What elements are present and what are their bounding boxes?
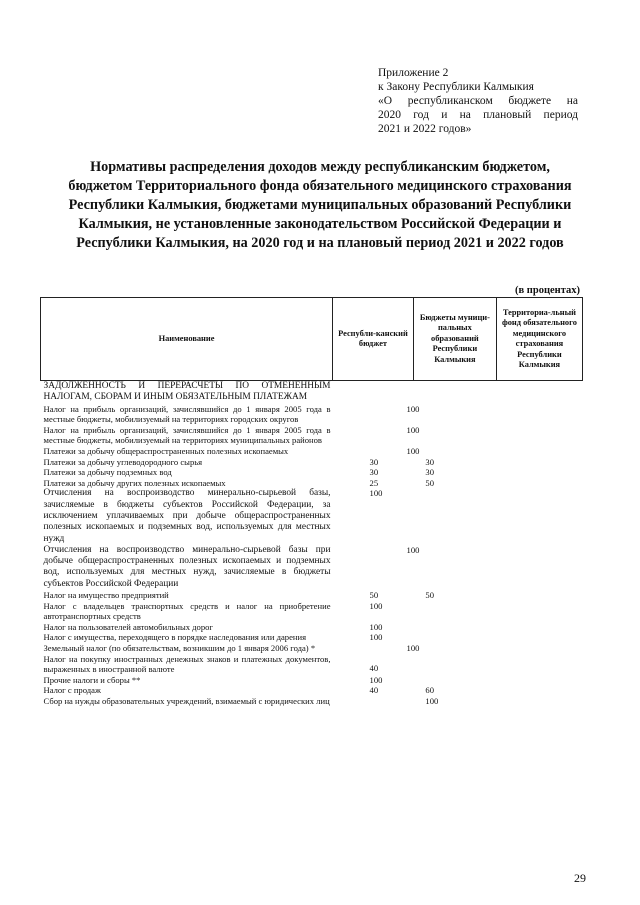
row-fund bbox=[496, 488, 582, 544]
row-fund bbox=[496, 590, 582, 601]
row-municipal bbox=[413, 654, 496, 675]
row-value-municipal: 100 bbox=[406, 544, 420, 555]
row-fund bbox=[496, 404, 582, 425]
header-municipal: Бюджеты муници-пальных образований Республики Калмыкия bbox=[413, 298, 496, 381]
row-republic: 100 bbox=[369, 632, 383, 643]
row-name: Платежи за добычу других полезных ископаемых bbox=[43, 477, 226, 488]
row-value-municipal: 100 bbox=[406, 642, 420, 653]
row-name: Сбор на нужды образовательных учреждений, взимаемый с юридических лиц bbox=[43, 695, 330, 706]
row-fund bbox=[496, 632, 582, 643]
table-row bbox=[41, 622, 583, 633]
row-name: Налог с продаж bbox=[43, 685, 101, 696]
row-republic: 25 bbox=[369, 477, 379, 488]
row-municipal bbox=[413, 381, 496, 404]
row-municipal: 50 bbox=[425, 477, 434, 488]
header-name: Наименование bbox=[41, 298, 333, 381]
row-name: Налог на покупку иностранных денежных знаков и платежных документов, выраженных в иностранной валюте bbox=[43, 653, 331, 675]
table-row bbox=[41, 696, 583, 707]
row-value-municipal: 100 bbox=[406, 445, 420, 456]
header-republic: Республи-канский бюджет bbox=[333, 298, 414, 381]
row-municipal bbox=[413, 488, 496, 544]
row-name: Земельный налог (по обязательствам, возникшим до 1 января 2006 года) * bbox=[43, 642, 316, 653]
row-fund bbox=[496, 685, 582, 696]
appendix-line: 2020 год и на плановый период bbox=[378, 109, 578, 121]
row-fund bbox=[496, 696, 582, 707]
table-row bbox=[41, 654, 583, 675]
header-fund: Территориа-льный фонд обязательного медицинского страхования Республики Калмыкия bbox=[496, 298, 582, 381]
distribution-table bbox=[40, 297, 583, 707]
row-fund bbox=[496, 446, 582, 457]
row-municipal: 100 bbox=[425, 695, 439, 706]
row-fund bbox=[496, 622, 582, 633]
row-republic: 100 bbox=[369, 621, 383, 632]
row-fund bbox=[496, 457, 582, 468]
row-name: Отчисления на воспроизводство минерально-сырьевой базы при добыче общераспространенных полезных ископаемых и подземных вод, используемых для местных нужд, зачисляемые в бюджеты субъектов Российской Федерации bbox=[43, 544, 331, 589]
table-row bbox=[41, 675, 583, 686]
appendix-header bbox=[378, 66, 578, 136]
row-republic: 30 bbox=[369, 467, 379, 478]
row-republic: 40 bbox=[369, 685, 379, 696]
row-name: ЗАДОЛЖЕННОСТЬ И ПЕРЕРАСЧЕТЫ ПО ОТМЕНЕННЫМ НАЛОГАМ, СБОРАМ И ИНЫМ ОБЯЗАТЕЛЬНЫМ ПЛАТЕЖАМ bbox=[43, 381, 331, 403]
table-row bbox=[41, 590, 583, 601]
appendix-line: 2021 и 2022 годов» bbox=[378, 123, 472, 135]
row-name: Платежи за добычу подземных вод bbox=[43, 467, 172, 478]
row-fund bbox=[496, 601, 582, 622]
row-name: Налог на прибыль организаций, зачислявшийся до 1 января 2005 года в местные бюджеты, мобилизуемый на территориях муниципальных районов bbox=[43, 424, 331, 446]
row-municipal: 50 bbox=[425, 590, 434, 601]
row-name: Налог с владельцев транспортных средств и налог на приобретение автотранспортных средств bbox=[43, 600, 331, 622]
row-municipal bbox=[413, 622, 496, 633]
page-number: 29 bbox=[574, 871, 586, 885]
row-fund bbox=[496, 545, 582, 590]
row-name: Налог на прибыль организаций, зачислявшийся до 1 января 2005 года в местные бюджеты, мобилизуемый на территориях городских округов bbox=[43, 403, 331, 425]
appendix-line: к Закону Республики Калмыкия bbox=[378, 81, 534, 93]
row-republic bbox=[333, 381, 414, 404]
table-row bbox=[41, 643, 583, 654]
row-fund bbox=[496, 425, 582, 446]
table-row bbox=[41, 545, 583, 590]
row-fund bbox=[496, 478, 582, 489]
row-republic: 40 bbox=[369, 662, 379, 673]
table-row bbox=[41, 381, 583, 404]
row-fund bbox=[496, 654, 582, 675]
table-row bbox=[41, 478, 583, 489]
row-republic: 100 bbox=[369, 600, 383, 611]
row-fund bbox=[496, 675, 582, 686]
table-row bbox=[41, 425, 583, 446]
table-row bbox=[41, 488, 583, 544]
table-row bbox=[41, 457, 583, 468]
row-municipal: 30 bbox=[425, 467, 434, 478]
row-fund bbox=[496, 643, 582, 654]
appendix-line: «О республиканском бюджете на bbox=[378, 95, 578, 107]
row-republic: 50 bbox=[369, 590, 379, 601]
document-title: Нормативы распределения доходов между республиканским бюджетом, бюджетом Территориального фонда обязательного медицинского страхования Республики Калмыкия, бюджетами муниципальных образований Республики Калмыкия, не установленные законодательством Российской Федерации и Республики Калмыкия, на 2020 год и на плановый период 2021 и 2022 годов bbox=[68, 159, 572, 251]
row-municipal bbox=[413, 632, 496, 643]
row-fund bbox=[496, 467, 582, 478]
row-municipal bbox=[413, 675, 496, 686]
row-name: Прочие налоги и сборы ** bbox=[43, 674, 141, 685]
row-name: Отчисления на воспроизводство минерально-сырьевой базы, зачисляемые в бюджеты субъектов Российской Федерации, за исключением уплачиваемых при добыче общераспространенных полезных ископаемых и подземных вод, используемых для местных нужд bbox=[43, 488, 331, 544]
row-name: Налог с имущества, переходящего в порядке наследования или дарения bbox=[43, 632, 307, 643]
table-row bbox=[41, 632, 583, 643]
table-row bbox=[41, 685, 583, 696]
table-row bbox=[41, 467, 583, 478]
row-name: Налог на пользователей автомобильных дорог bbox=[43, 621, 213, 632]
row-fund bbox=[496, 381, 582, 404]
row-municipal bbox=[413, 601, 496, 622]
appendix-line: Приложение 2 bbox=[378, 67, 449, 79]
table-row bbox=[41, 446, 583, 457]
row-republic: 30 bbox=[369, 456, 379, 467]
row-republic: 100 bbox=[369, 674, 383, 685]
row-value-municipal: 100 bbox=[406, 424, 420, 435]
table-row bbox=[41, 404, 583, 425]
row-name: Платежи за добычу углеводородного сырья bbox=[43, 456, 203, 467]
row-republic bbox=[333, 696, 414, 707]
row-municipal: 60 bbox=[425, 685, 434, 696]
row-municipal: 30 bbox=[425, 456, 434, 467]
table-header-row bbox=[41, 298, 583, 381]
row-name: Налог на имущество предприятий bbox=[43, 590, 169, 601]
table-row bbox=[41, 601, 583, 622]
unit-note: (в процентах) bbox=[515, 285, 580, 296]
row-name: Платежи за добычу общераспространенных полезных ископаемых bbox=[43, 445, 289, 456]
row-value-municipal: 100 bbox=[406, 403, 420, 414]
row-republic: 100 bbox=[369, 488, 383, 499]
